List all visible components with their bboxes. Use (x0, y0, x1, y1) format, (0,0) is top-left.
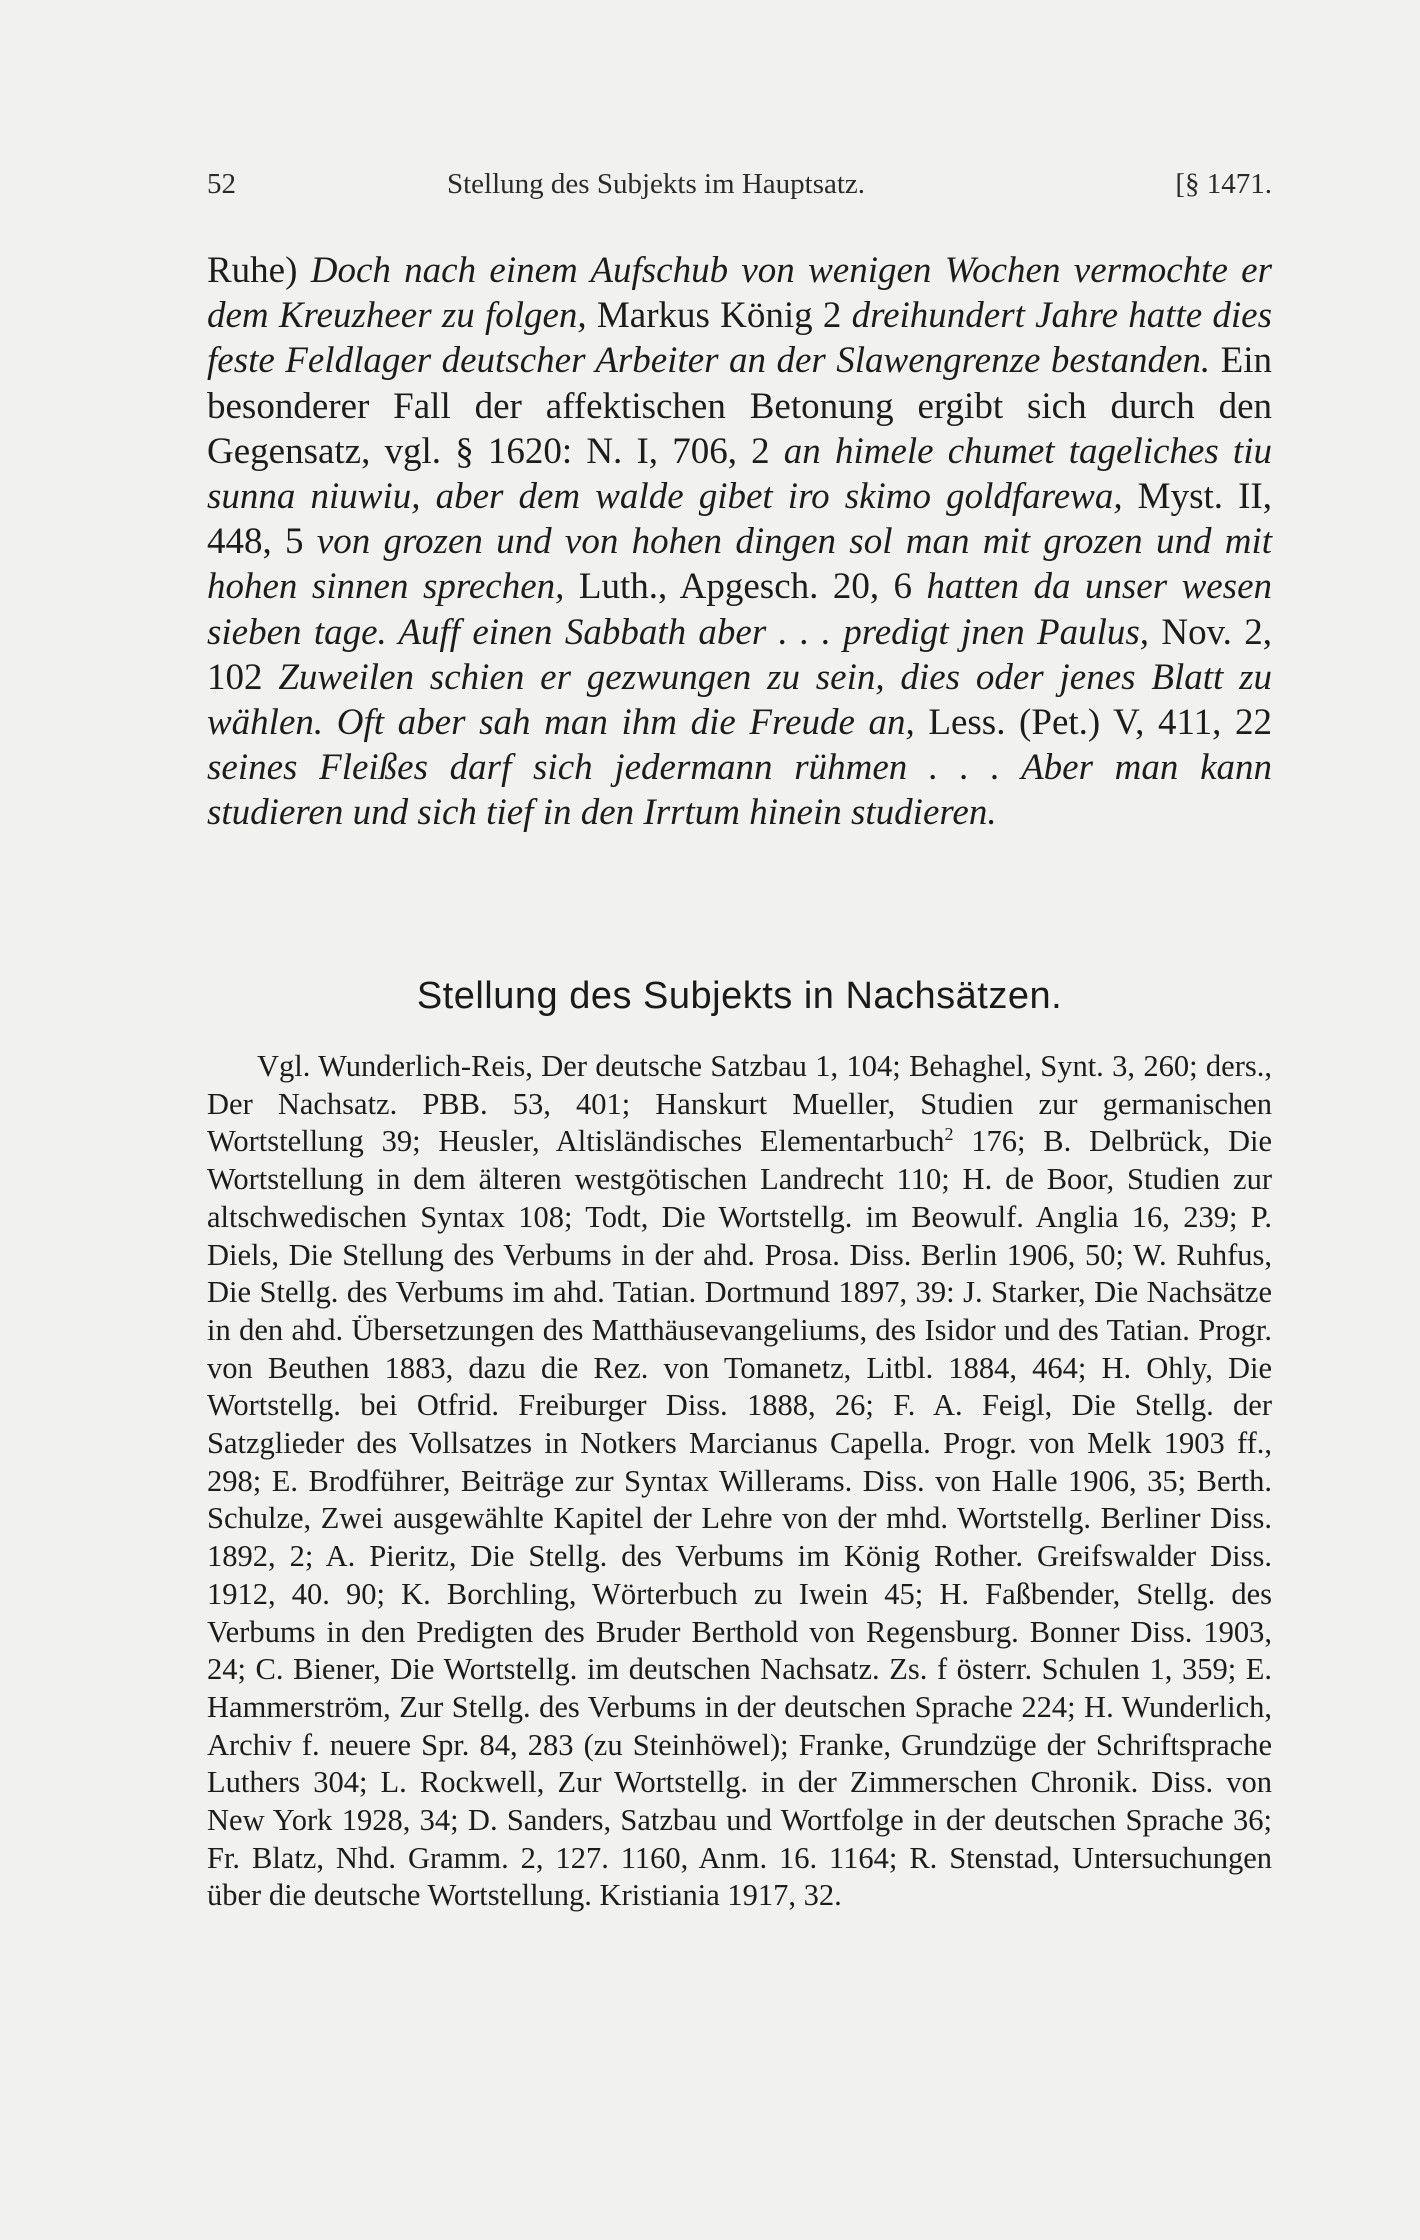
section-heading: Stellung des Subjekts in Nachsätzen. (416, 975, 1063, 1017)
example-quote: Zuweilen schien er gezwungen zu sein, dies oder jenes Blatt zu wählen. Oft aber sah man ihm die Freude an, (207, 656, 1273, 744)
example-quote: hatten da unser wesen sieben tage. Auff einen Sabbath aber . . . predigt jnen Paulus, (207, 566, 1273, 653)
body-text: Less. (Pet.) V, 411, 22 (914, 702, 1273, 744)
bibliography-paragraph (207, 1048, 1272, 1915)
body-text: Ein besonderer Fall der affektischen Betonung ergibt sich durch den Gegensatz, vgl. § 1620: N. I, 706, 2 (207, 340, 1272, 472)
body-paragraph (207, 248, 1272, 836)
example-quote: Doch nach einem Aufschub von wenigen Wochen vermochte er dem Kreuzheer zu folgen, (207, 250, 1272, 337)
edition-superscript: 2 (944, 1124, 954, 1145)
section-number: [§ 1471. (1175, 168, 1272, 200)
bibliography-text: Vgl. Wunderlich-Reis, Der deutsche Satzbau 1, 104; Behaghel, Synt. 3, 260; ders., Der Nachsatz. PBB. 53, 401; Hanskurt Mueller, Studien zur germanischen Wortstellung 39; Heusler, Altisländisches Elementarbuch (207, 1049, 1272, 1159)
example-quote: von grozen und von hohen dingen sol man mit grozen und mit hohen sinnen sprechen, (207, 521, 1273, 608)
page-number: 52 (207, 168, 236, 200)
example-quote: dreihundert Jahre hatte dies feste Feldlager deutscher Arbeiter an der Slawengrenze bestanden. (207, 295, 1272, 382)
example-quote: seines Fleißes darf sich jedermann rühmen . . . Aber man kann studieren und sich tief in den Irrtum hinein studieren. (207, 747, 1272, 834)
body-text: Markus König 2 (586, 295, 852, 337)
body-text: Ruhe) (207, 250, 311, 291)
bibliography-text: 176; B. Delbrück, Die Wortstellung in dem älteren westgötischen Landrecht 110; H. de Boor, Studien zur altschwedischen Syntax 108; Todt, Die Wortstellg. im Beowulf. Anglia 16, 239; P. Diels, Die Stellung des Verbums in der ahd. Prosa. Diss. Berlin 1906, 50; W. Ruhfus, Die Stellg. des Verbums im ahd. Tatian. Dortmund 1897, 39: J. Starker, Die Nachsätze in den ahd. Übersetzungen des Matthäusevangeliums, des Isidor und des Tatian. Progr. von Beuthen 1883, dazu die Rez. von Tomanetz, Litbl. 1884, 464; H. Ohly, Die Wortstellg. bei Otfrid. Freiburger Diss. 1888, 26; F. A. Feigl, Die Stellg. der Satzglieder des Vollsatzes in Notkers Marcianus Capella. Progr. von Melk 1903 ff., 298; E. Brodführer, Beiträge zur Syntax Willerams. Diss. von Halle 1906, 35; Berth. Schulze, Zwei ausgewählte Kapitel der Lehre von der mhd. Wortstellg. Berliner Diss. 1892, 2; A. Pieritz, Die Stellg. des Verbums im König Rother. Greifswalder Diss. 1912, 40. 90; K. Borchling, Wörterbuch zu Iwein 45; H. Faßbender, Stellg. des Verbums in den Predigten des Bruder Berthold von Regensburg. Bonner Diss. 1903, 24; C. Biener, Die Wortstellg. im deutschen Nachsatz. Zs. f österr. Schulen 1, 359; E. Hammerström, Zur Stellg. des Verbums in der deutschen Sprache 224; H. Wunderlich, Archiv f. neuere Spr. 84, 283 (zu Steinhöwel); Franke, Grundzüge der Schriftsprache Luthers 304; L. Rockwell, Zur Wortstellg. in der Zimmerschen Chronik. Diss. von New York 1928, 34; D. Sanders, Satzbau und Wortfolge in der deutschen Sprache 36; Fr. Blatz, Nhd. Gramm. 2, 127. 1160, Anm. 16. 1164; R. Stenstad, Untersuchungen über die deutsche Wortstellung. Kristiania 1917, 32. (207, 1124, 1272, 1913)
body-text: Myst. II, 448, 5 (207, 476, 1272, 563)
body-text: Nov. 2, 102 (207, 611, 1272, 698)
body-text: Luth., Apgesch. 20, 6 (564, 566, 927, 608)
example-quote: an himele chumet tageliches tiu sunna niuwiu, aber dem walde gibet iro skimo goldfarewa, (207, 430, 1272, 518)
running-title: Stellung des Subjekts im Hauptsatz. (447, 168, 866, 200)
